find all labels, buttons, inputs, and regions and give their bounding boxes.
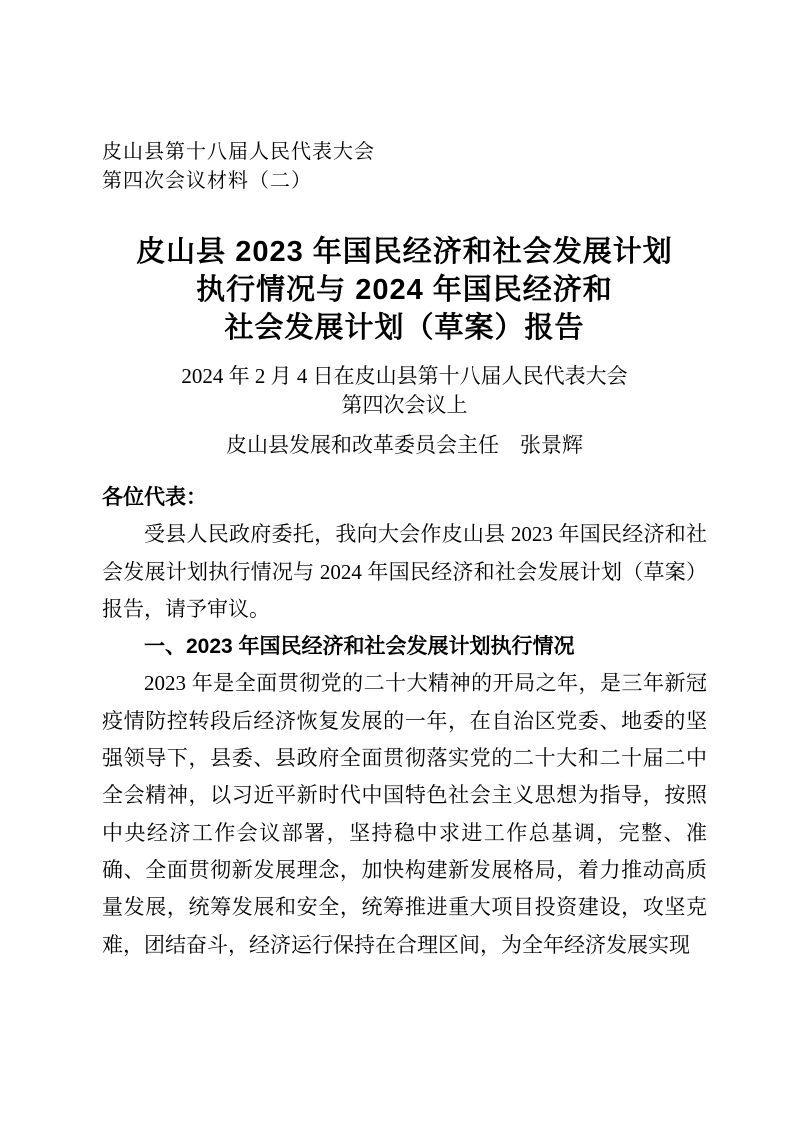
- title-line-2: 执行情况与 2024 年国民经济和: [196, 274, 613, 306]
- meeting-header-line-1: 皮山县第十八届人民代表大会: [102, 141, 375, 163]
- meeting-header-line-2: 第四次会议材料（二）: [102, 170, 312, 192]
- salutation: 各位代表：: [102, 485, 207, 509]
- section-1-paragraph: 2023 年是全面贯彻党的二十大精神的开局之年，是三年新冠疫情防控转段后经济恢复发展的一年，在自治区党委、地委的坚强领导下，县委、县政府全面贯彻落实党的二十大和二十届二中全会精神，以习近平新时代中国特色社会主义思想为指导，按照中央经济工作会议部署，坚持稳中求进工作总基调，完整、准确、全面贯彻新发展理念，加快构建新发展格局，着力推动高质量发展，统筹发展和安全，统筹推进重大项目投资建设，攻坚克难，团结奋斗，经济运行保持在合理区间，为全年经济发展实现: [102, 671, 707, 957]
- section-1-heading: 一、2023 年国民经济和社会发展计划执行情况: [144, 635, 575, 659]
- date-subtitle: [102, 362, 707, 420]
- intro-paragraph: 受县人民政府委托，我向大会作皮山县 2023 年国民经济和社会发展计划执行情况与 2024 年国民经济和社会发展计划（草案）报告，请予审议。: [102, 522, 707, 621]
- meeting-header: [102, 138, 375, 196]
- title-line-3: 社会发展计划（草案）报告: [224, 312, 585, 344]
- author-line: 皮山县发展和改革委员会主任 张景辉: [226, 433, 583, 457]
- subtitle-line-1: 2024 年 2 月 4 日在皮山县第十八届人民代表大会: [181, 364, 628, 388]
- subtitle-line-2: 第四次会议上: [341, 393, 468, 417]
- document-title: [102, 233, 707, 347]
- title-line-1: 皮山县 2023 年国民经济和社会发展计划: [136, 236, 673, 268]
- document-body: [102, 479, 707, 964]
